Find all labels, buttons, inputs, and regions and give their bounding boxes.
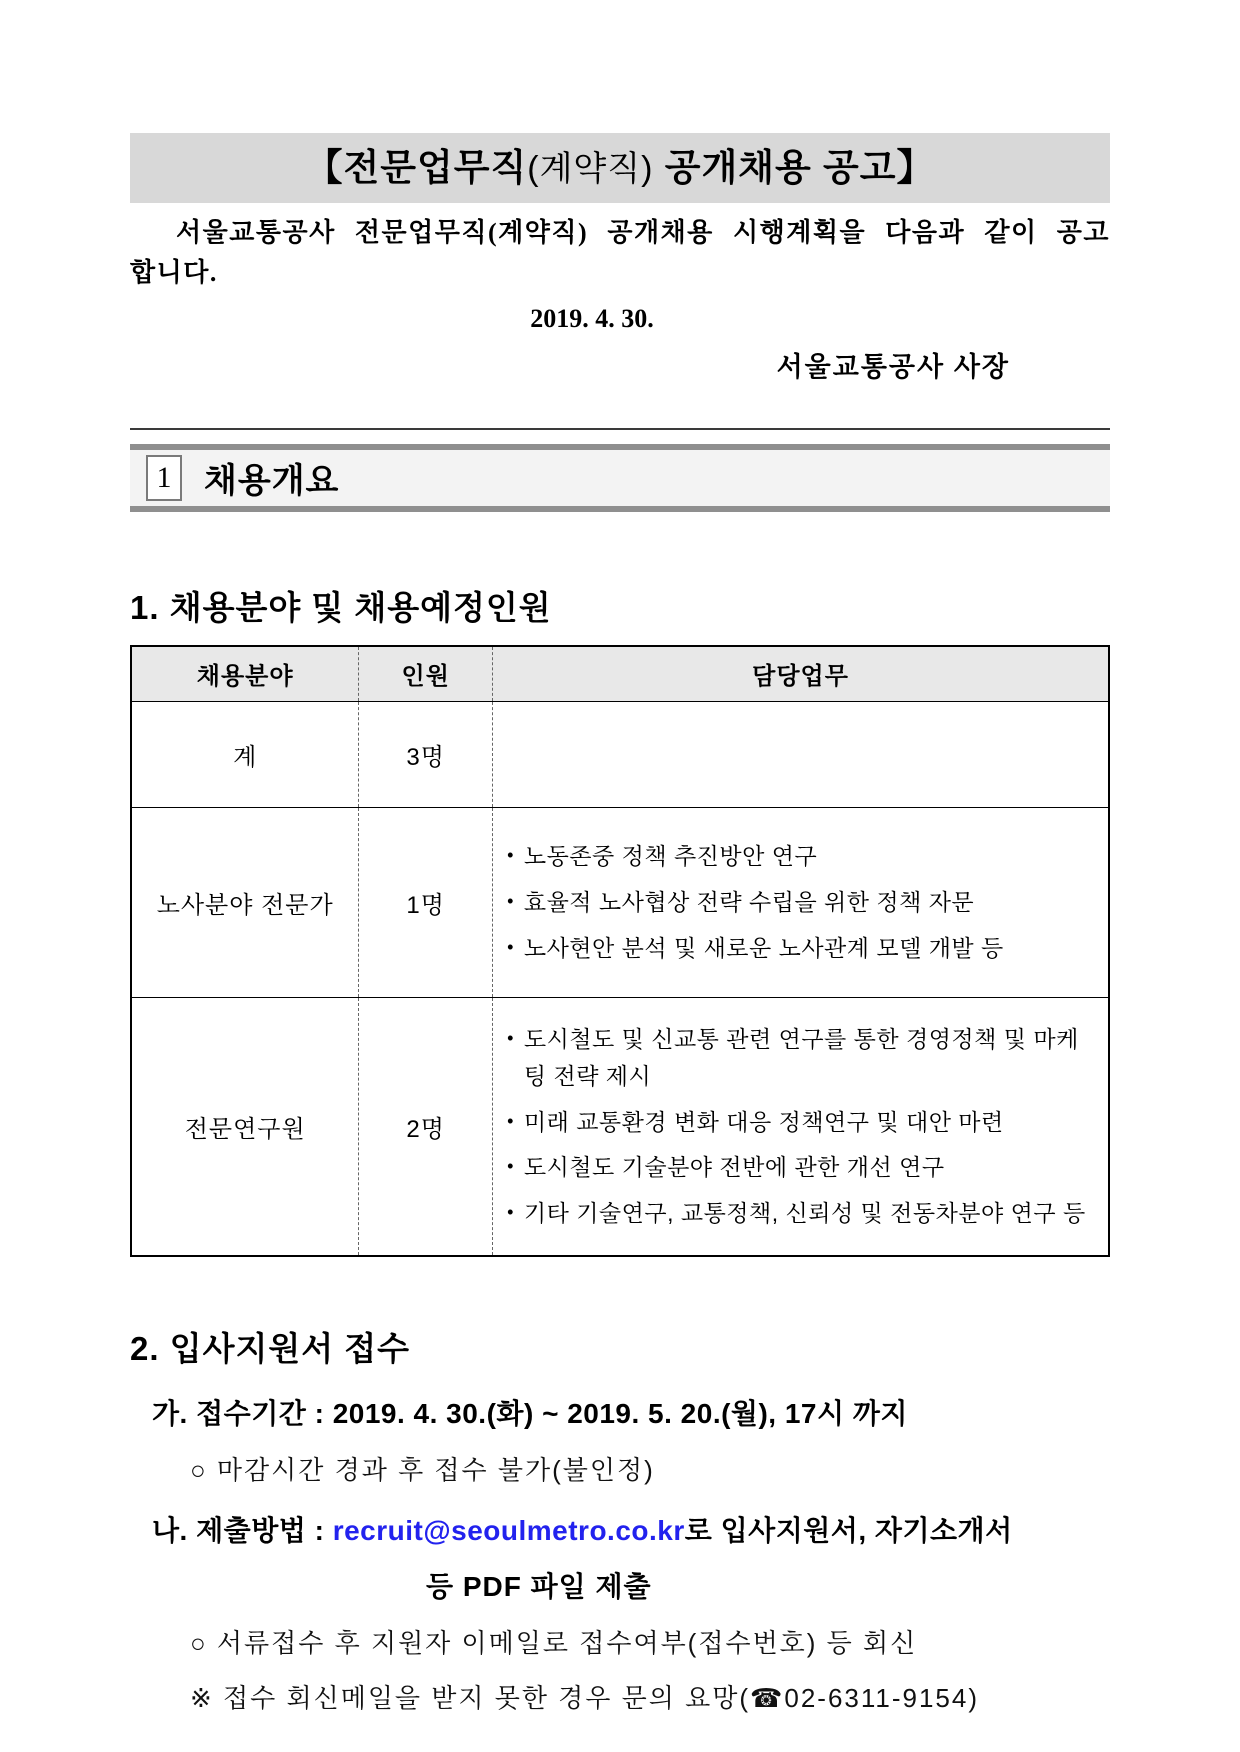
table-header-row [131,646,1109,702]
document-content [130,133,1110,1715]
reply-note: ○ 서류접수 후 지원자 이메일로 접수여부(접수번호) 등 회신 [190,1628,918,1659]
title-banner [130,133,1110,203]
cell-duties [493,702,1109,808]
section-bar-title: 채용개요 [204,462,340,501]
duty-text: 노사현안 분석 및 새로운 노사관계 모델 개발 등 [523,934,1004,961]
recruitment-table [130,645,1110,1257]
horizontal-divider [130,428,1110,430]
bullet-icon: • [507,845,514,866]
table-row [131,702,1109,808]
duty-item [507,1195,1098,1232]
bullet-icon: • [507,936,514,957]
cell-field: 전문연구원 [131,998,359,1256]
method-label: 나. 제출방법 : [152,1515,333,1547]
period-label: 가. 접수기간 : [152,1398,333,1430]
signature-line: 서울교통공사 사장 [776,351,1010,382]
cell-count: 3명 [359,702,493,808]
heading-application: 2. 입사지원서 접수 [130,1330,411,1368]
contact-note: ※ 접수 회신메일을 받지 못한 경우 문의 요망(☎02-6311-9154) [190,1683,980,1714]
duty-item [507,1104,1098,1141]
announcement-date: 2019. 4. 30. [530,303,654,333]
cell-duties [493,998,1109,1256]
table-row [131,998,1109,1256]
title-prefix: 【전문업무직 [305,147,528,188]
section-bar [130,444,1110,512]
table-row [131,808,1109,998]
cell-count: 2명 [359,998,493,1256]
deadline-note: ○ 마감시간 경과 후 접수 불가(불인정) [190,1455,655,1486]
duty-item [507,930,1098,967]
duty-item [507,884,1098,921]
duty-text: 기타 기술연구, 교통정책, 신뢰성 및 전동차분야 연구 등 [523,1200,1086,1227]
header-field: 채용분야 [131,646,359,702]
application-period-line [152,1392,1110,1432]
duty-text: 노동존중 정책 추진방안 연구 [523,843,818,870]
duty-text: 도시철도 및 신교통 관련 연구를 통한 경영정책 및 마케팅 전략 제시 [523,1026,1079,1089]
period-value: 2019. 4. 30.(화) ~ 2019. 5. 20.(월), 17시 까지 [332,1398,908,1430]
duty-text: 효율적 노사협상 전략 수립을 위한 정책 자문 [523,889,975,916]
duty-text: 도시철도 기술분야 전반에 관한 개선 연구 [523,1154,945,1181]
bullet-icon: • [507,1202,514,1223]
cell-field: 노사분야 전문가 [131,808,359,998]
intro-paragraph: 서울교통공사 전문업무직(계약직) 공개채용 시행계획을 다음과 같이 공고합니다. [130,218,1110,288]
bullet-icon: • [507,891,514,912]
duty-text: 미래 교통환경 변화 대응 정책연구 및 대안 마련 [523,1108,1004,1135]
submission-method-line2: 등 PDF 파일 제출 [426,1571,652,1603]
duty-item [507,1021,1098,1095]
method-after: 로 입사지원서, 자기소개서 [684,1515,1013,1547]
bullet-icon: • [507,1110,514,1131]
bullet-icon: • [507,1028,514,1049]
heading-recruit-fields: 1. 채용분야 및 채용예정인원 [130,588,552,626]
header-count: 인원 [359,646,493,702]
title-suffix: 공개채용 공고】 [653,147,935,188]
cell-field: 계 [131,702,359,808]
title-paren: (계약직) [527,150,654,188]
bullet-icon: • [507,1156,514,1177]
submission-method-line [152,1509,1110,1549]
header-duties: 담당업무 [493,646,1109,702]
cell-count: 1명 [359,808,493,998]
duty-item [507,1149,1098,1186]
section-number-badge: 1 [146,455,182,501]
email-link[interactable]: recruit@seoulmetro.co.kr [332,1515,685,1547]
cell-duties [493,808,1109,998]
duty-item [507,838,1098,875]
